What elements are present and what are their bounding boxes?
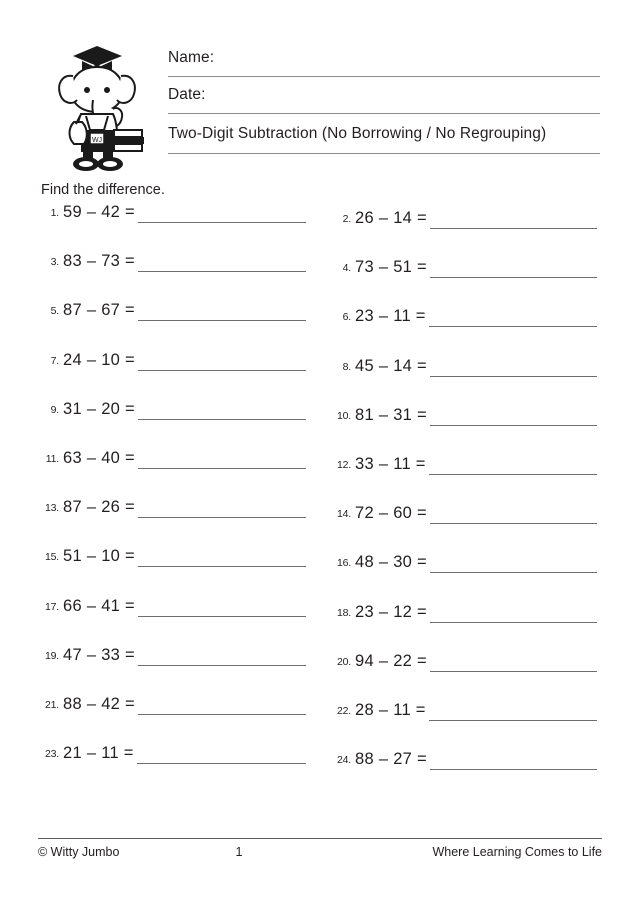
problem-equation: 87 – 67 = [63,301,135,320]
problem-equation: 51 – 10 = [63,547,135,566]
answer-blank[interactable] [138,467,306,469]
answer-blank[interactable] [429,473,597,475]
problem-item [322,499,603,548]
problem-row [41,352,603,401]
answer-blank[interactable] [430,276,597,278]
problem-equation: 26 – 14 = [355,209,427,227]
answer-blank[interactable] [138,565,306,567]
answer-blank[interactable] [138,615,306,617]
problem-number: 12. [337,458,351,471]
problem-number: 7. [50,354,59,367]
answer-blank[interactable] [430,670,597,672]
problem-equation: 28 – 11 = [355,700,426,719]
footer-page-number: 1 [235,845,243,859]
problem-item [41,647,322,696]
answer-blank[interactable] [138,713,306,715]
answer-blank[interactable] [430,227,597,229]
problem-equation: 33 – 11 = [355,454,426,473]
problem-number: 3. [50,256,59,269]
problem-item [322,302,603,351]
problem-item [322,450,603,499]
problem-grid [41,204,603,794]
problem-equation: 45 – 14 = [355,356,427,375]
problem-item [41,204,322,253]
problem-number: 10. [337,409,351,422]
worksheet-title: Two-Digit Subtraction (No Borrowing / No Regrouping) [168,124,547,142]
answer-blank[interactable] [138,516,306,518]
problem-item [322,204,603,253]
name-label: Name: [168,49,215,66]
problem-number: 23. [45,748,59,761]
answer-blank[interactable] [137,762,306,764]
problem-number: 8. [342,360,351,373]
problem-row [41,548,603,597]
worksheet-title-row [168,114,600,154]
problem-equation: 66 – 41 = [63,596,135,615]
problem-equation: 94 – 22 = [355,651,427,670]
problem-equation: 24 – 10 = [63,350,135,369]
problem-row [41,647,603,696]
worksheet-header [40,34,600,174]
problem-equation: 23 – 12 = [355,602,427,621]
problem-equation: 63 – 40 = [63,448,135,467]
problem-equation: 47 – 33 = [63,645,135,664]
answer-blank[interactable] [138,664,306,666]
answer-blank[interactable] [430,424,597,426]
svg-text:WJ: WJ [91,137,103,144]
answer-blank[interactable] [430,571,597,573]
problem-equation: 21 – 11 = [63,744,134,763]
instruction-text: Find the difference. [41,182,165,198]
problem-equation: 88 – 42 = [63,694,135,713]
problem-row [41,204,603,253]
problem-number: 4. [342,262,351,275]
problem-item [322,352,603,401]
problem-number: 22. [337,704,351,717]
answer-blank[interactable] [430,375,597,377]
problem-item [41,696,322,745]
name-field-row[interactable] [168,40,600,77]
problem-equation: 48 – 30 = [355,553,427,572]
problem-row [41,302,603,351]
problem-number: 6. [342,311,351,324]
problem-row [41,253,603,302]
problem-equation: 87 – 26 = [63,498,135,517]
answer-blank[interactable] [429,719,597,721]
problem-row [41,401,603,450]
problem-equation: 73 – 51 = [355,258,427,277]
problem-item [41,450,322,499]
problem-item [322,696,603,745]
answer-blank[interactable] [429,325,597,327]
answer-blank[interactable] [138,270,306,272]
problem-number: 16. [337,557,351,570]
page-footer [38,838,602,859]
problem-item [41,253,322,302]
problem-equation: 23 – 11 = [355,307,426,326]
problem-row [41,696,603,745]
problem-equation: 83 – 73 = [63,252,135,271]
problem-row [41,499,603,548]
problem-item [322,548,603,597]
problem-equation: 31 – 20 = [63,399,135,418]
answer-blank[interactable] [430,621,597,623]
problem-item [41,401,322,450]
footer-tagline: Where Learning Comes to Life [432,845,602,859]
problem-number: 21. [45,698,59,711]
problem-number: 2. [342,213,351,225]
header-fields [168,34,600,154]
answer-blank[interactable] [430,522,597,524]
date-field-row[interactable] [168,77,600,114]
problem-number: 1. [50,207,59,219]
footer-copyright: © Witty Jumbo [38,845,120,859]
problem-item [41,548,322,597]
date-label: Date: [168,86,206,103]
answer-blank[interactable] [430,768,597,770]
answer-blank[interactable] [138,319,306,321]
answer-blank[interactable] [138,369,306,371]
answer-blank[interactable] [138,418,306,420]
problem-number: 11. [45,452,59,465]
problem-equation: 72 – 60 = [355,504,427,523]
problem-item [41,499,322,548]
problem-number: 17. [45,600,59,613]
problem-item [322,745,603,794]
problem-number: 5. [50,305,59,318]
problem-row [41,450,603,499]
problem-item [41,302,322,351]
problem-item [322,598,603,647]
problem-number: 9. [50,403,59,416]
problem-number: 20. [337,655,351,668]
problem-item [322,253,603,302]
problem-item [322,647,603,696]
problem-item [41,598,322,647]
problem-item [322,401,603,450]
problem-equation: 59 – 42 = [63,203,135,221]
answer-blank[interactable] [138,221,306,223]
problem-number: 19. [45,649,59,662]
problem-equation: 88 – 27 = [355,750,427,769]
problem-number: 14. [337,508,351,521]
problem-item [41,352,322,401]
problem-row [41,745,603,794]
problem-equation: 81 – 31 = [355,405,427,424]
problem-number: 13. [45,502,59,515]
problem-number: 15. [45,551,59,564]
problem-item [41,745,322,794]
elephant-graduate-mascot-icon [40,34,152,174]
problem-number: 18. [337,606,351,619]
problem-number: 24. [337,754,351,767]
problem-row [41,598,603,647]
